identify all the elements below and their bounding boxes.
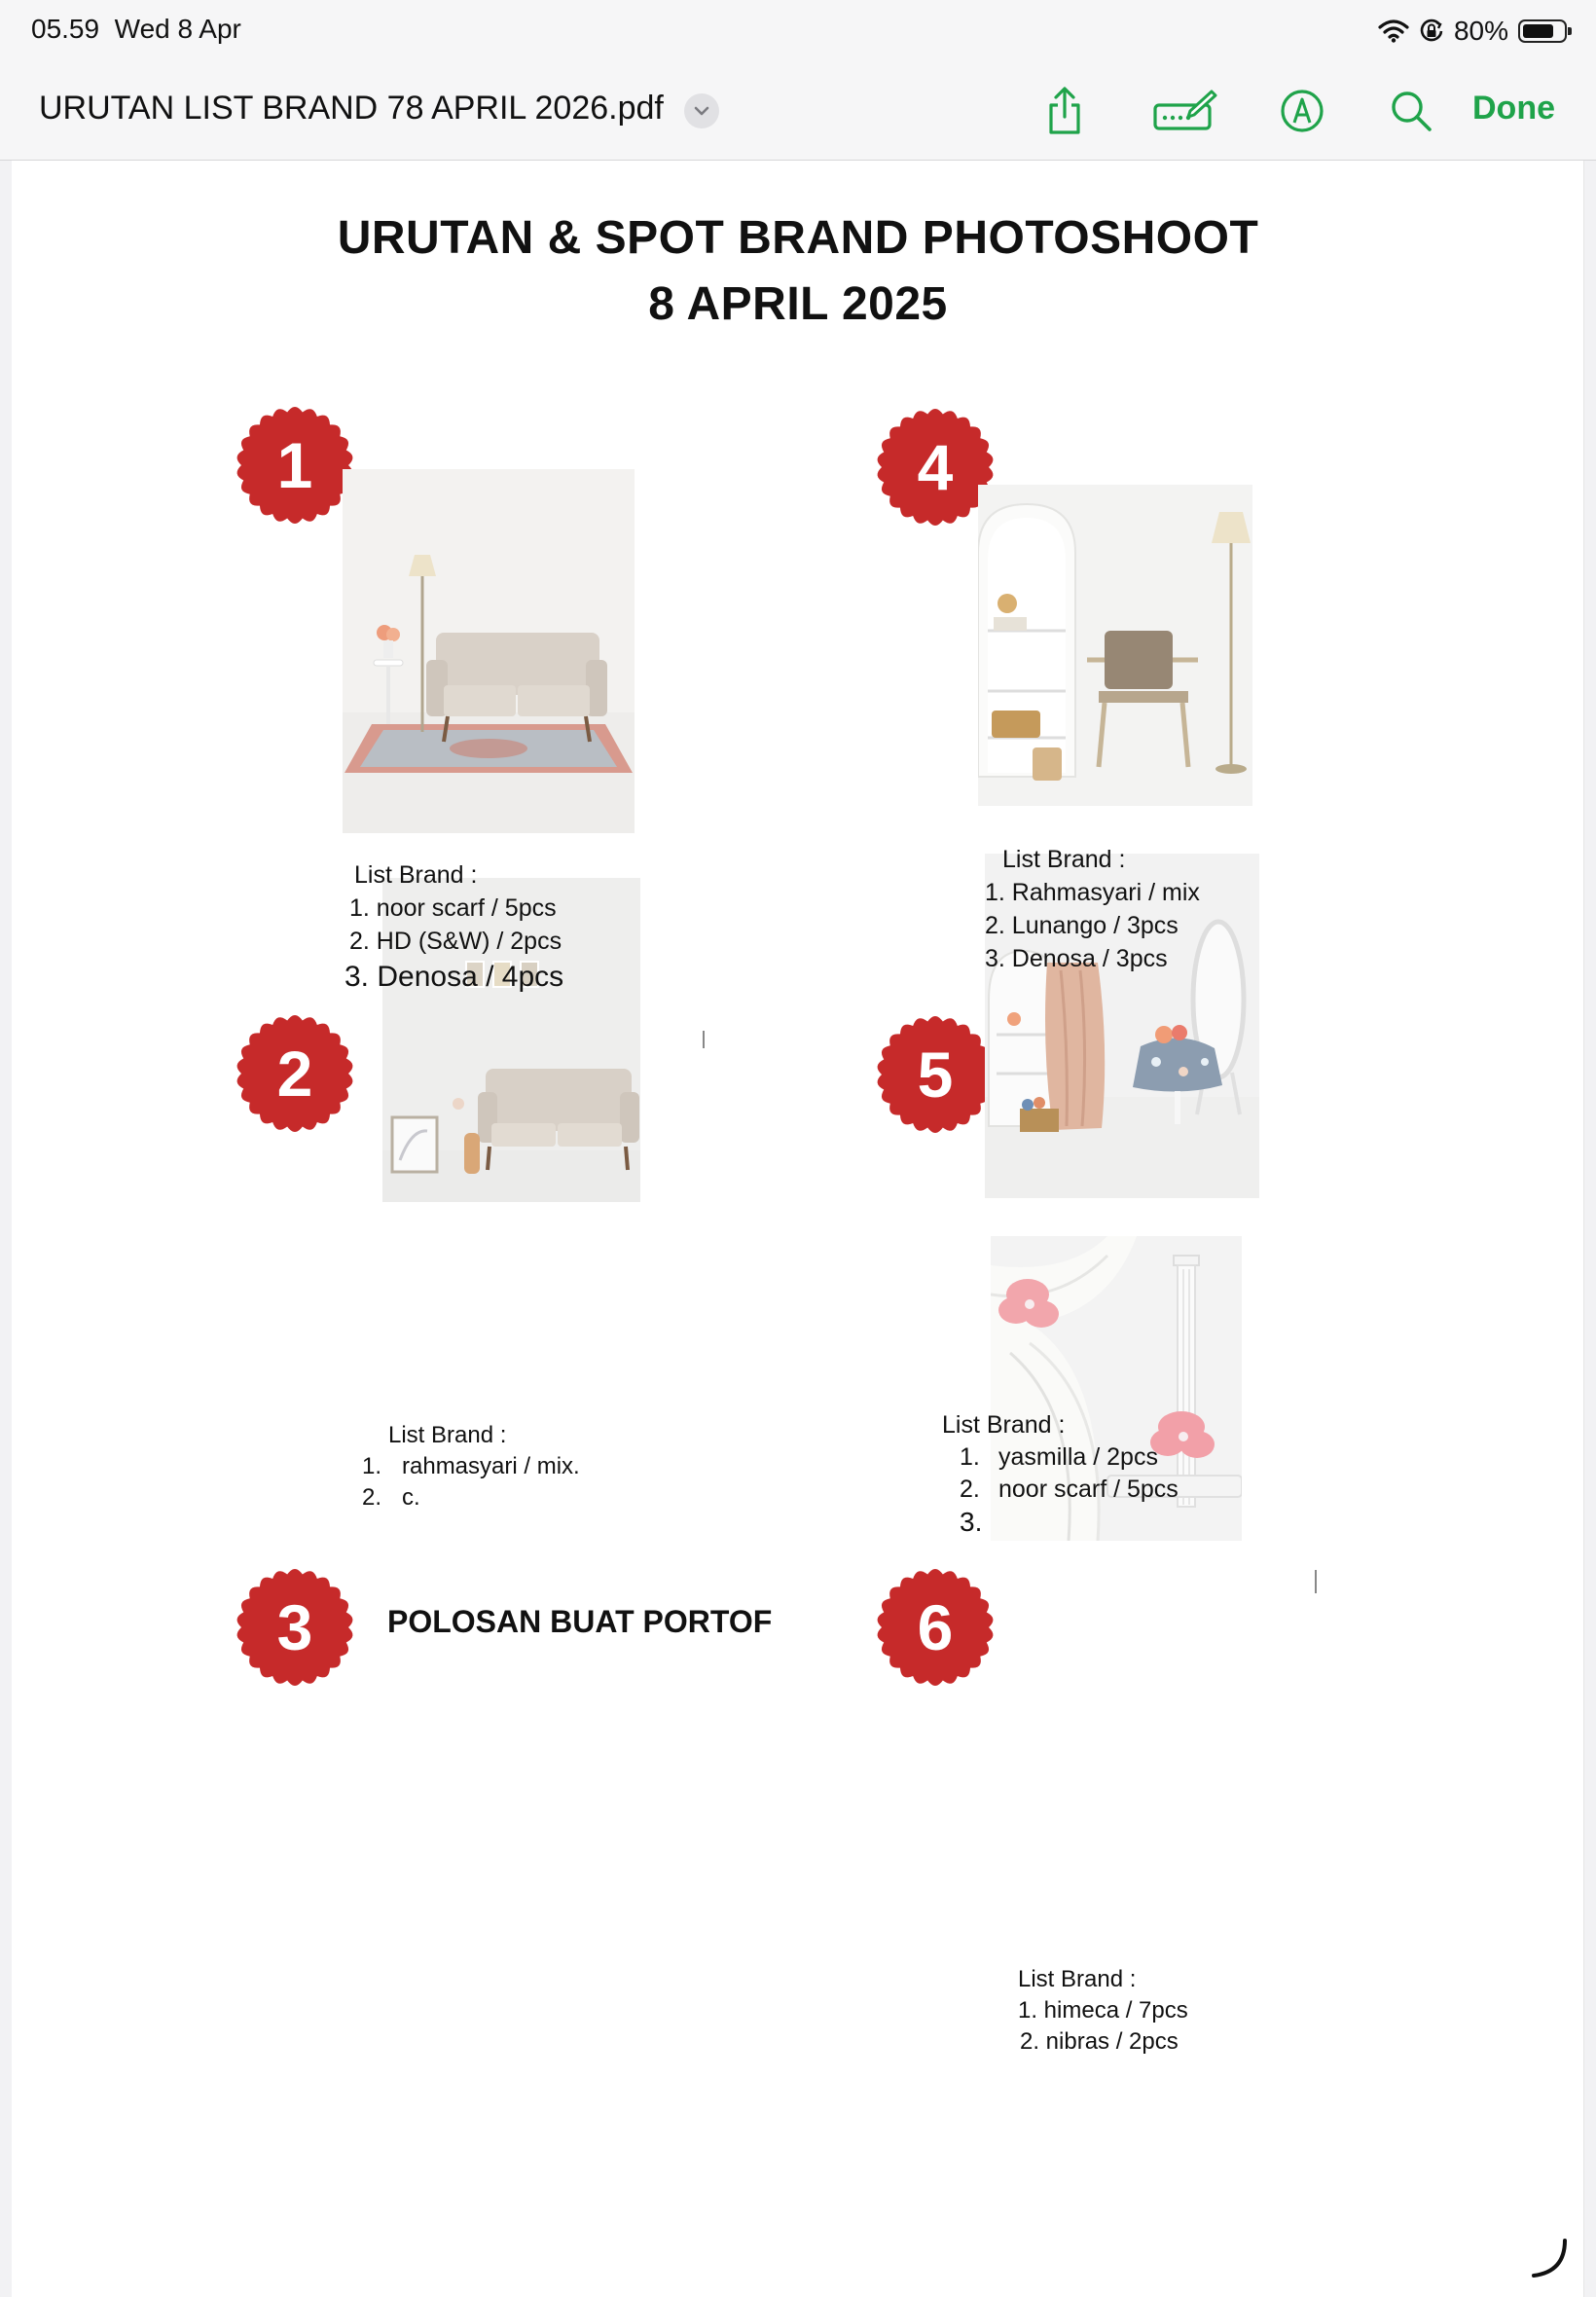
document-heading-line1: URUTAN & SPOT BRAND PHOTOSHOOT [337,212,1259,264]
list-title: List Brand : [1002,846,1126,873]
list-item: 1. himeca / 7pcs [1018,1997,1188,2024]
list-index: 1. [960,1443,980,1471]
list-title: List Brand : [1018,1966,1137,1992]
title-menu-button[interactable] [684,93,719,128]
status-date: Wed 8 Apr [114,14,241,44]
list-index: 3. [960,1507,983,1537]
markup-icon [1279,88,1325,134]
spot-6-brand-list [1018,1964,1188,2058]
list-item: 1. Rahmasyari / mix [985,879,1200,906]
share-icon [1043,86,1086,136]
spot-number: 5 [917,1039,954,1111]
text-caret [703,1031,705,1048]
spot-badge-6 [876,1568,995,1687]
spot-number: 6 [917,1591,954,1663]
chevron-down-icon [693,105,710,117]
search-button[interactable] [1382,82,1440,140]
spot-4-photo [978,485,1252,806]
markup-button[interactable] [1273,82,1331,140]
list-text: noor scarf / 5pcs [998,1476,1179,1503]
document-title[interactable]: URUTAN LIST BRAND 78 APRIL 2026.pdf [39,90,664,127]
wifi-icon [1378,19,1409,43]
document-heading-line2: 8 APRIL 2025 [648,278,948,330]
list-index: 1. [362,1453,382,1479]
spot-1-photo [343,469,635,833]
done-button[interactable]: Done [1472,90,1555,127]
list-item: 1. noor scarf / 5pcs [349,894,557,922]
list-index: 2. [960,1476,980,1503]
clock-time: 05.59 [31,14,100,44]
list-item [960,1474,1179,1506]
spot-4-brand-list [985,843,1200,975]
list-item: 3. Denosa / 4pcs [345,961,564,993]
battery-icon [1518,19,1567,43]
list-item [362,1451,580,1482]
page-edge [1583,161,1584,2297]
pdf-page [12,161,1584,2297]
list-title: List Brand : [942,1411,1066,1439]
pdf-toolbar [0,62,1596,161]
spot-badge-2 [236,1014,354,1133]
share-button[interactable] [1035,82,1094,140]
spot-number: 3 [276,1591,313,1663]
list-item [960,1441,1179,1474]
list-index: 2. [362,1484,382,1511]
list-item [362,1482,580,1513]
keyboard-pencil-icon [1151,88,1217,134]
text-caret [1315,1570,1317,1593]
status-time [31,14,241,45]
spot-badge-4 [876,408,995,527]
orientation-lock-icon [1419,18,1444,44]
list-item [960,1506,1179,1538]
list-item: 3. Denosa / 3pcs [985,945,1168,972]
spot-badge-3 [236,1568,354,1687]
spot-5-brand-list [942,1409,1179,1538]
list-text: yasmilla / 2pcs [998,1443,1158,1471]
spot-number: 1 [276,429,313,501]
spot-number: 4 [917,431,954,503]
list-item: 2. Lunango / 3pcs [985,912,1179,939]
list-item: 2. nibras / 2pcs [1020,2028,1179,2055]
keyboard-pencil-button[interactable] [1150,82,1218,140]
page-corner-icon [1526,2235,1573,2281]
spot-badge-1 [236,406,354,525]
status-bar [0,0,1596,62]
list-text: rahmasyari / mix. [402,1453,580,1479]
spot-3-label: POLOSAN BUAT PORTOF [387,1604,773,1639]
battery-percent: 80% [1453,16,1508,46]
list-title: List Brand : [354,861,478,889]
search-icon [1389,89,1433,133]
list-item: 2. HD (S&W) / 2pcs [349,928,562,955]
spot-number: 2 [276,1038,313,1110]
spot-badge-5 [876,1015,995,1134]
spot-1-brand-list [343,858,563,997]
list-title: List Brand : [388,1422,507,1448]
status-right [1378,14,1567,49]
list-text: c. [402,1484,420,1511]
spot-2-brand-list [362,1420,580,1513]
